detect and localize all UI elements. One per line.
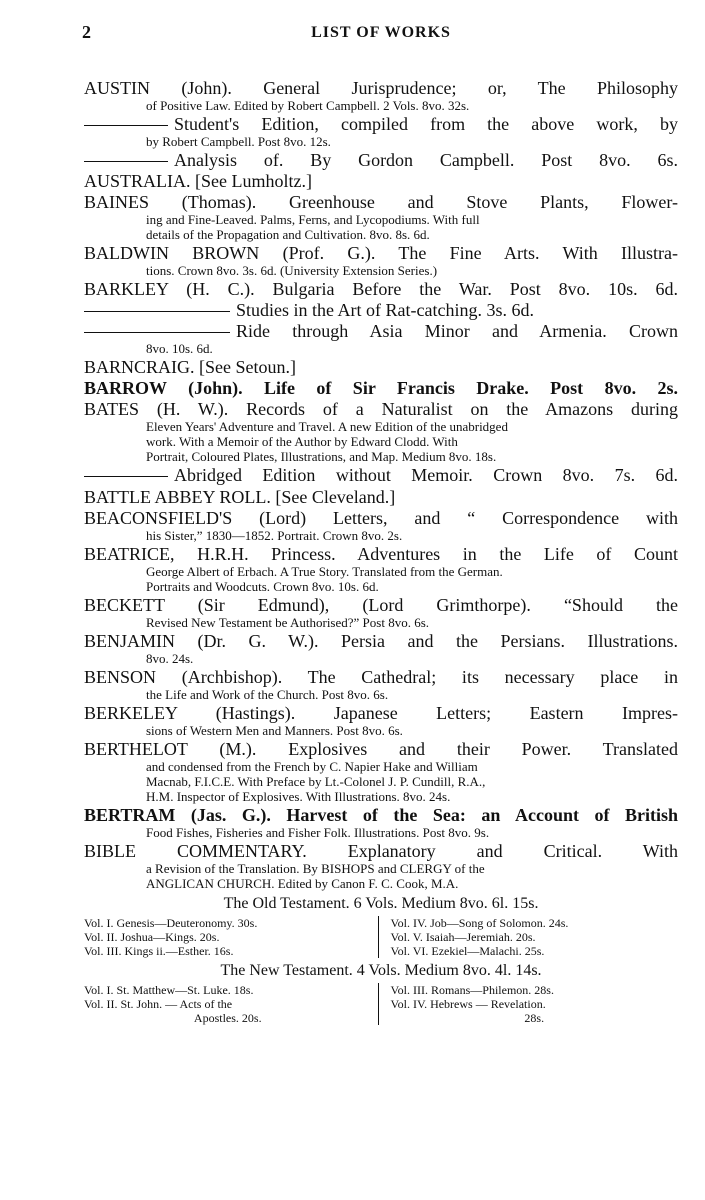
entry-detail: work. With a Memoir of the Author by Edward Clodd. With — [146, 434, 458, 449]
page-number: 2 — [82, 22, 91, 42]
entry-bertram — [84, 805, 678, 840]
entry-baines — [84, 192, 678, 242]
entry-detail: details of the Propagation and Cultivation. 8vo. 8s. 6d. — [146, 227, 430, 242]
old-testament-volumes — [84, 916, 678, 958]
entry-bates-abridged — [84, 465, 678, 485]
entry-beckett — [84, 595, 678, 630]
entry-heading: BATTLE ABBEY ROLL. [See Cleveland.] — [84, 487, 396, 507]
entry-detail: by Robert Campbell. Post 8vo. 12s. — [146, 134, 331, 149]
entry-heading: Analysis of. By Gordon Campbell. Post 8vo. 6s. — [174, 150, 678, 170]
entry-austin-students — [84, 114, 678, 149]
entry-detail: the Life and Work of the Church. Post 8vo. 6s. — [146, 687, 389, 702]
new-testament-right-column — [378, 983, 679, 1025]
entry-heading: BATES (H. W.). Records of a Naturalist on the Amazons during — [84, 399, 678, 419]
old-testament-title: The Old Testament. 6 Vols. Medium 8vo. 6l. 15s. — [223, 895, 539, 912]
volume-line: Vol. II. Joshua—Kings. 20s. — [84, 930, 220, 944]
entry-bates — [84, 399, 678, 464]
entry-benson — [84, 667, 678, 702]
volume-line: Vol. IV. Job—Song of Solomon. 24s. — [390, 916, 569, 930]
entry-detail: and condensed from the French by C. Napier Hake and William — [146, 759, 478, 774]
entry-beaconsfield — [84, 508, 678, 543]
entry-heading: BIBLE COMMENTARY. Explanatory and Critical. With — [84, 841, 678, 861]
entry-detail: tions. Crown 8vo. 3s. 6d. (University Extension Series.) — [146, 263, 438, 278]
entry-austin-analysis — [84, 150, 678, 170]
entry-barkley-ride — [84, 321, 678, 356]
new-testament-volumes — [84, 983, 678, 1025]
volume-line: Apostles. 20s. — [193, 1011, 262, 1025]
entry-barncraig — [84, 357, 678, 377]
ditto-rule — [84, 125, 168, 126]
volume-line: Vol. VI. Ezekiel—Malachi. 25s. — [390, 944, 545, 958]
entry-heading: BAINES (Thomas). Greenhouse and Stove Plants, Flower- — [84, 192, 678, 212]
entry-detail: ing and Fine-Leaved. Palms, Ferns, and Lycopodiums. With full — [146, 212, 480, 227]
entry-heading: BARNCRAIG. [See Setoun.] — [84, 357, 296, 377]
entry-heading: BERKELEY (Hastings). Japanese Letters; Eastern Impres- — [84, 703, 678, 723]
entry-heading: BERTRAM (Jas. G.). Harvest of the Sea: an Account of British — [84, 805, 678, 825]
entry-benjamin — [84, 631, 678, 666]
old-testament-left-column — [84, 916, 378, 958]
volume-line: Vol. V. Isaiah—Jeremiah. 20s. — [390, 930, 536, 944]
entry-heading: AUSTIN (John). General Jurisprudence; or, The Philosophy — [84, 78, 678, 98]
entries-list — [84, 78, 678, 1025]
entry-detail: Portrait, Coloured Plates, Illustrations, and Map. Medium 8vo. 18s. — [146, 449, 497, 464]
ditto-rule — [84, 332, 230, 333]
entry-heading: BECKETT (Sir Edmund), (Lord Grimthorpe). “Should the — [84, 595, 678, 615]
volume-line: Vol. III. Romans—Philemon. 28s. — [390, 983, 554, 997]
new-testament-title: The New Testament. 4 Vols. Medium 8vo. 4l. 14s. — [220, 962, 542, 979]
volume-line: 28s. — [524, 1011, 545, 1025]
entry-austin — [84, 78, 678, 113]
entry-detail: sions of Western Men and Manners. Post 8vo. 6s. — [146, 723, 403, 738]
entry-battle-abbey — [84, 487, 678, 507]
page-title: LIST OF WORKS — [311, 24, 451, 41]
ditto-rule — [84, 476, 168, 477]
entry-heading: BEACONSFIELD'S (Lord) Letters, and “ Correspondence with — [84, 508, 678, 528]
entry-heading: BARKLEY (H. C.). Bulgaria Before the War. Post 8vo. 10s. 6d. — [84, 279, 678, 299]
entry-heading: BERTHELOT (M.). Explosives and their Power. Translated — [84, 739, 678, 759]
old-testament-right-column — [378, 916, 679, 958]
entry-heading: Ride through Asia Minor and Armenia. Crown — [236, 321, 678, 341]
entry-beatrice — [84, 544, 678, 594]
entry-detail: 8vo. 10s. 6d. — [146, 341, 213, 356]
entry-detail: Portraits and Woodcuts. Crown 8vo. 10s. 6d. — [146, 579, 379, 594]
volume-line: Vol. II. St. John. — Acts of the — [84, 997, 233, 1011]
page-header — [84, 22, 678, 48]
volume-line: Vol. III. Kings ii.—Esther. 16s. — [84, 944, 234, 958]
entry-detail: of Positive Law. Edited by Robert Campbell. 2 Vols. 8vo. 32s. — [146, 98, 470, 113]
entry-heading: BARROW (John). Life of Sir Francis Drake. Post 8vo. 2s. — [84, 378, 678, 398]
entry-barrow — [84, 378, 678, 398]
new-testament-left-column — [84, 983, 378, 1025]
entry-berthelot — [84, 739, 678, 804]
entry-detail: 8vo. 24s. — [146, 651, 194, 666]
entry-detail: his Sister,” 1830—1852. Portrait. Crown 8vo. 2s. — [146, 528, 403, 543]
entry-detail: ANGLICAN CHURCH. Edited by Canon F. C. Cook, M.A. — [146, 876, 459, 891]
entry-heading: Studies in the Art of Rat-catching. 3s. 6d. — [236, 300, 534, 320]
entry-baldwin-brown — [84, 243, 678, 278]
volume-line: Vol. I. St. Matthew—St. Luke. 18s. — [84, 983, 254, 997]
entry-barkley-studies — [84, 300, 678, 320]
entry-heading: BEATRICE, H.R.H. Princess. Adventures in the Life of Count — [84, 544, 678, 564]
entry-heading: AUSTRALIA. [See Lumholtz.] — [84, 171, 312, 191]
entry-heading: Student's Edition, compiled from the above work, by — [174, 114, 678, 134]
entry-detail: Eleven Years' Adventure and Travel. A new Edition of the unabridged — [146, 419, 508, 434]
entry-detail: a Revision of the Translation. By BISHOPS and CLERGY of the — [146, 861, 485, 876]
entry-heading: BENJAMIN (Dr. G. W.). Persia and the Persians. Illustrations. — [84, 631, 678, 651]
volume-line: Vol. I. Genesis—Deuteronomy. 30s. — [84, 916, 258, 930]
ditto-rule — [84, 311, 230, 312]
ditto-rule — [84, 161, 168, 162]
entry-heading: Abridged Edition without Memoir. Crown 8vo. 7s. 6d. — [174, 465, 678, 485]
entry-detail: Food Fishes, Fisheries and Fisher Folk. Illustrations. Post 8vo. 9s. — [146, 825, 490, 840]
entry-detail: Macnab, F.I.C.E. With Preface by Lt.-Colonel J. P. Cundill, R.A., — [146, 774, 486, 789]
entry-barkley — [84, 279, 678, 299]
entry-berkeley — [84, 703, 678, 738]
entry-bible-commentary — [84, 841, 678, 891]
entry-detail: Revised New Testament be Authorised?” Post 8vo. 6s. — [146, 615, 430, 630]
entry-heading: BENSON (Archbishop). The Cathedral; its necessary place in — [84, 667, 678, 687]
catalogue-page — [84, 22, 678, 1025]
volume-line: Vol. IV. Hebrews — Revelation. — [390, 997, 546, 1011]
entry-detail: George Albert of Erbach. A True Story. Translated from the German. — [146, 564, 503, 579]
entry-australia — [84, 171, 678, 191]
entry-heading: BALDWIN BROWN (Prof. G.). The Fine Arts. With Illustra- — [84, 243, 678, 263]
entry-detail: H.M. Inspector of Explosives. With Illustrations. 8vo. 24s. — [146, 789, 451, 804]
